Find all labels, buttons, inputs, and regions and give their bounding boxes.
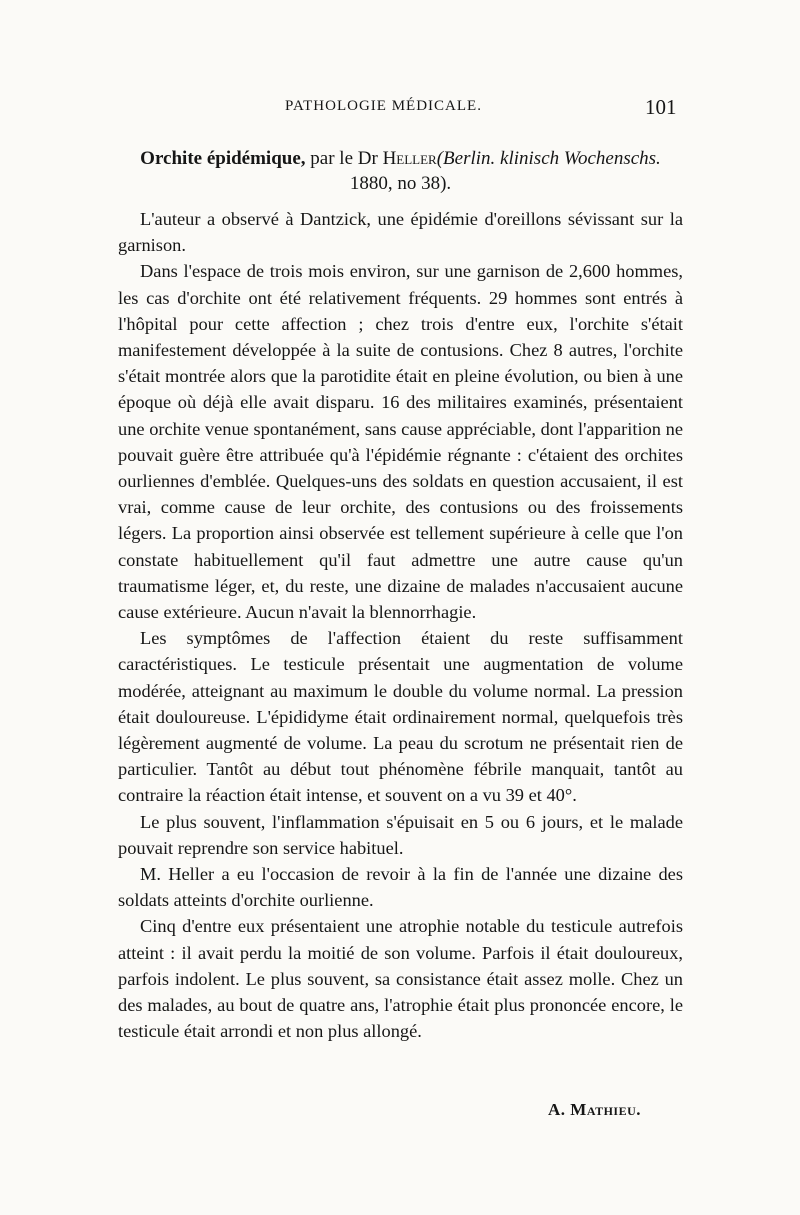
article-heading: Orchite épidémique, [140,148,306,169]
source-detail: 1880, no 38). [349,173,452,194]
article-body [118,206,683,1045]
paragraph: Cinq d'entre eux présentaient une atrophie notable du testicule autrefois atteint : il avait perdu la moitié de son volume. Parfois il était douloureux, parfois indolent. Le plus souvent, sa consistance était assez molle. Chez un des malades, au bout de quatre ans, l'atrophie était plus prononcée encore, le testicule était arrondi et non plus allongé. [118,916,683,1042]
author-name: Heller [382,148,437,169]
author-prefix: par le Dr [305,148,383,169]
page-number: 101 [645,95,677,119]
paragraph: Le plus souvent, l'inflammation s'épuisait en 5 ou 6 jours, et le malade pouvait reprendre son service habituel. [118,811,683,858]
running-head: PATHOLOGIE MÉDICALE. [285,98,482,114]
paragraph: Les symptômes de l'affection étaient du reste suffisamment caractéristiques. Le testicule présentait une augmentation de volume modérée, atteignant au maximum le double du volume normal. La pression était douloureuse. L'épididyme était ordinairement normal, quelquefois très légèrement augmenté de volume. La peau du scrotum ne présentait rien de particulier. Tantôt au début tout phénomène fébrile manquait, tantôt au contraire la réaction était intense, et souvent on a vu 39 et 40°. [118,628,683,806]
signature: A. Mathieu. [548,1100,642,1119]
paragraph: Dans l'espace de trois mois environ, sur une garnison de 2,600 hommes, les cas d'orchite ont été relativement fréquents. 29 hommes sont entrés à l'hôpital pour cette affection ; chez trois d'entre eux, l'orchite s'était manifestement développée à la suite de contusions. Chez 8 autres, l'orchite s'était montrée alors que la parotidite était en pleine évolution, ou bien à une époque où déjà elle avait disparu. 16 des militaires examinés, présentaient une orchite venue spontanément, sans cause appréciable, dont l'apparition ne pouvait guère être attribuée qu'à l'épidémie régnante : c'étaient des orchites ourliennes d'emblée. Quelques-uns des soldats en question accusaient, il est vrai, comme cause de leur orchite, des contusions ou des froissements légers. La proportion ainsi observée est tellement supérieure à celle que l'on constate habituellement qu'il faut admettre une autre cause qu'un traumatisme léger, et, du reste, une dizaine de malades n'accusaient aucune cause extérieure. Aucun n'avait la blennorrhagie. [118,261,683,623]
article-title [118,146,683,196]
source-citation: (Berlin. klinisch Wochenschs. [436,148,661,169]
paragraph: M. Heller a eu l'occasion de revoir à la fin de l'année une dizaine des soldats atteints d'orchite ourlienne. [118,864,683,911]
paragraph: L'auteur a observé à Dantzick, une épidémie d'oreillons sévissant sur la garnison. [118,209,683,256]
